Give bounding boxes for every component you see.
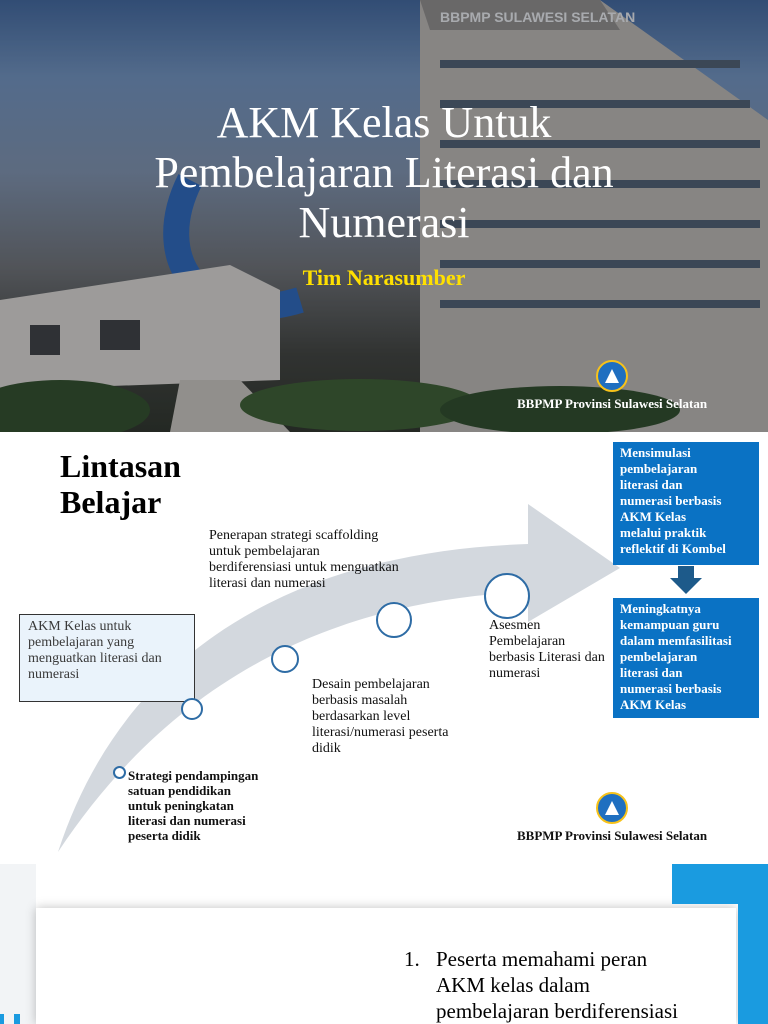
akm-goal-line: pembelajaran yang: [28, 635, 135, 650]
step-line: didik: [312, 741, 341, 756]
outcome-box: [613, 598, 759, 718]
step-scaffolding-label: [209, 528, 399, 592]
step-line: Penerapan strategi scaffolding: [209, 528, 379, 543]
simulation-line: reflektif di Kombel: [620, 541, 726, 556]
step-line: peserta didik: [128, 828, 201, 843]
circle-marker-icon: [113, 766, 126, 779]
objective-item-cont: [404, 972, 678, 998]
simulation-box: [613, 442, 759, 565]
title-slide: [0, 0, 768, 432]
step-line: literasi dan numerasi: [128, 813, 246, 828]
learning-path-slide: [0, 432, 768, 864]
objective-line: AKM kelas dalam: [436, 973, 590, 997]
circle-marker-icon: [181, 698, 203, 720]
building-sign-text: BBPMP SULAWESI SELATAN: [440, 9, 636, 25]
slide-title-line-2: Pembelajaran Literasi dan: [154, 148, 614, 197]
slide-title-line-1: AKM Kelas Untuk: [216, 98, 552, 147]
slide-title: [84, 98, 684, 248]
step-line: numerasi: [489, 666, 541, 681]
simulation-line: Mensimulasi: [620, 445, 691, 460]
akm-goal-line: AKM Kelas untuk: [28, 619, 132, 634]
step-line: untuk pembelajaran: [209, 544, 320, 559]
step-line: Pembelajaran: [489, 634, 566, 649]
logo-kemendikbud-icon: [596, 360, 628, 392]
corner-accent: [672, 864, 768, 1024]
objective-line: Peserta memahami peran: [436, 947, 648, 971]
step-line: berdiferensiasi untuk menguatkan: [209, 560, 399, 575]
step-strategi-label: [128, 768, 258, 843]
outcome-line: pembelajaran: [620, 649, 698, 664]
circle-marker-icon: [271, 645, 299, 673]
simulation-line: melalui praktik: [620, 525, 707, 540]
step-line: berbasis Literasi dan: [489, 650, 605, 665]
slide-subtitle: Tim Narasumber: [302, 265, 466, 290]
simulation-line: literasi dan: [620, 477, 683, 492]
objective-list: [404, 946, 678, 1024]
akm-goal-line: menguatkan literasi dan: [28, 651, 162, 666]
step-line: satuan pendidikan: [128, 783, 231, 798]
slide-title-line-3: Numerasi: [298, 198, 470, 247]
outcome-line: Meningkatnya: [620, 601, 701, 616]
step-line: Strategi pendampingan: [128, 768, 259, 783]
section-title: [60, 448, 181, 520]
objective-line: pembelajaran berdiferensiasi: [436, 999, 678, 1023]
objective-number: 1.: [404, 947, 420, 971]
down-arrow-icon: [668, 566, 704, 596]
step-line: berdasarkan level: [312, 709, 411, 724]
circle-marker-icon: [376, 602, 412, 638]
step-line: literasi/numerasi peserta: [312, 725, 449, 740]
step-desain-label: [312, 677, 448, 757]
step-line: untuk peningkatan: [128, 798, 234, 813]
outcome-line: kemampuan guru: [620, 617, 720, 632]
akm-goal-box: [19, 614, 195, 702]
step-line: berbasis masalah: [312, 693, 408, 708]
step-asesmen-label: [489, 618, 605, 682]
simulation-line: pembelajaran: [620, 461, 698, 476]
outcome-line: dalam memfasilitasi: [620, 633, 732, 648]
objective-item-cont: [404, 998, 678, 1024]
outcome-line: numerasi berbasis: [620, 681, 722, 696]
simulation-line: numerasi berbasis: [620, 493, 722, 508]
circle-marker-icon: [484, 573, 530, 619]
section-title-line-2: Belajar: [60, 484, 162, 520]
step-line: Asesmen: [489, 618, 541, 633]
objective-item: [404, 946, 678, 972]
institution-label: BBPMP Provinsi Sulawesi Selatan: [517, 396, 708, 411]
logo-kemendikbud-icon: [596, 792, 628, 824]
step-line: literasi dan numerasi: [209, 576, 326, 591]
outcome-line: literasi dan: [620, 665, 683, 680]
simulation-line: AKM Kelas: [620, 509, 687, 524]
akm-goal-line: numerasi: [28, 667, 80, 682]
outcome-line: AKM Kelas: [620, 697, 687, 712]
objectives-slide: [0, 864, 768, 1024]
institution-label: BBPMP Provinsi Sulawesi Selatan: [517, 828, 708, 843]
section-title-line-1: Lintasan: [60, 448, 181, 484]
side-panel: [0, 864, 36, 1024]
step-line: Desain pembelajaran: [312, 677, 430, 692]
accent-bars: [0, 1014, 22, 1024]
